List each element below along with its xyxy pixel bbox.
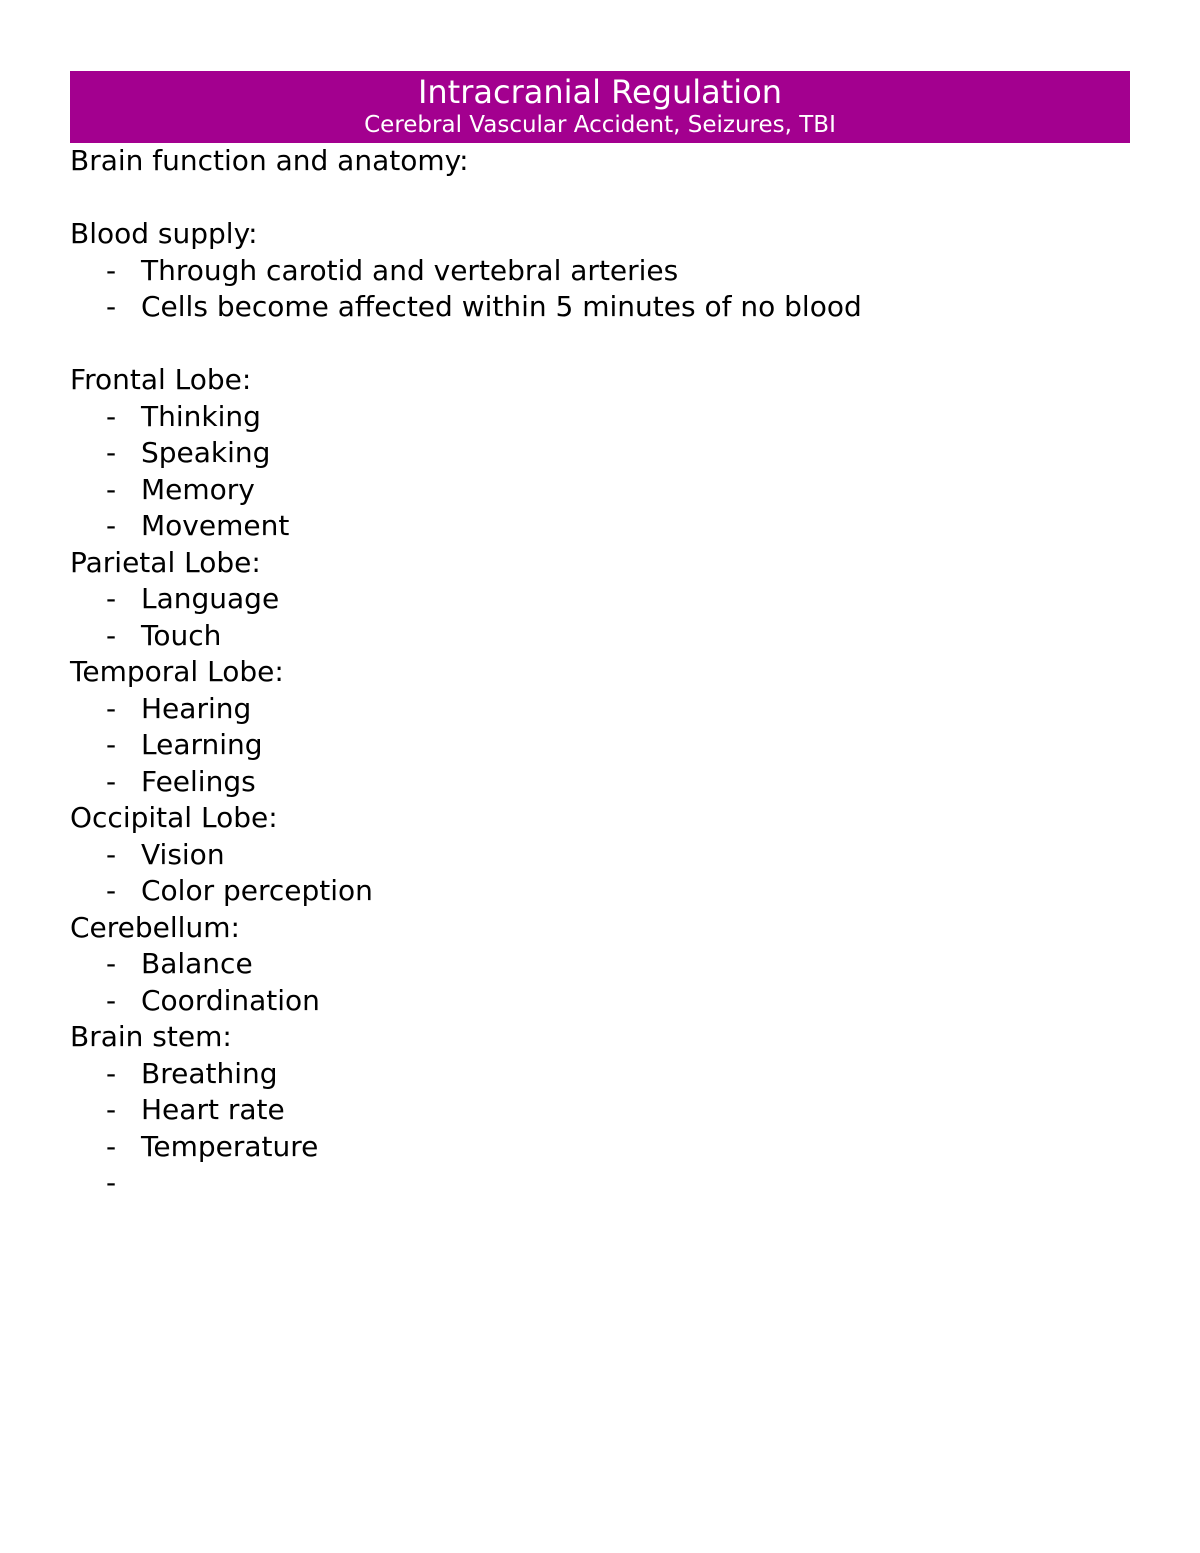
section-heading-occipital-lobe: Occipital Lobe:	[70, 801, 278, 834]
section-heading-brain-stem: Brain stem:	[70, 1020, 232, 1053]
list-item-text: Speaking	[141, 436, 271, 469]
section-heading-frontal-lobe: Frontal Lobe:	[70, 363, 252, 396]
section-heading-temporal-lobe: Temporal Lobe:	[70, 655, 284, 688]
list-item	[70, 1092, 1130, 1129]
list-item-empty	[70, 1165, 1130, 1202]
list-item	[70, 399, 1130, 436]
list-item	[70, 289, 1130, 326]
list-item	[70, 837, 1130, 874]
list-item-text: Learning	[141, 728, 263, 761]
list-item-text: Feelings	[141, 764, 256, 798]
dash-bullet: -	[106, 837, 117, 871]
document-page	[70, 71, 1130, 1202]
list-item	[70, 1129, 1130, 1166]
list-item-text: Coordination	[141, 983, 320, 1017]
list-item	[70, 691, 1130, 728]
list-item	[70, 727, 1130, 764]
list-item	[70, 253, 1130, 290]
list-item-text: Balance	[141, 947, 253, 980]
dash-bullet: -	[106, 472, 117, 506]
document-subtitle: Cerebral Vascular Accident, Seizures, TBI	[364, 112, 836, 138]
list-item-text: Heart rate	[141, 1093, 285, 1126]
blank-line	[70, 180, 1130, 217]
list-item-text: Breathing	[141, 1056, 278, 1090]
list-item	[70, 873, 1130, 910]
dash-bullet: -	[106, 582, 117, 615]
list-item	[70, 983, 1130, 1020]
list-item	[70, 764, 1130, 801]
list-item-text: Vision	[141, 837, 225, 871]
list-item	[70, 1056, 1130, 1093]
dash-bullet: -	[106, 399, 117, 433]
dash-bullet: -	[106, 290, 117, 323]
section-heading-blood-supply: Blood supply:	[70, 217, 258, 250]
list-item-text: Language	[141, 582, 280, 615]
list-item	[70, 581, 1130, 618]
dash-bullet: -	[106, 1056, 117, 1090]
dash-bullet: -	[106, 947, 117, 980]
list-item-text: Movement	[141, 509, 290, 542]
dash-bullet: -	[106, 509, 117, 542]
list-item-text: Temperature	[141, 1129, 319, 1163]
dash-bullet: -	[106, 691, 117, 725]
list-item-text: Memory	[141, 472, 255, 506]
dash-bullet: -	[106, 1166, 117, 1199]
dash-bullet: -	[106, 618, 117, 652]
dash-bullet: -	[106, 1093, 117, 1126]
list-item-text: Color perception	[141, 874, 373, 907]
blank-line	[70, 326, 1130, 363]
list-item-text: Thinking	[141, 399, 261, 433]
dash-bullet: -	[106, 436, 117, 469]
list-item	[70, 508, 1130, 545]
document-title: Intracranial Regulation	[417, 73, 783, 111]
dash-bullet: -	[106, 253, 117, 287]
list-item	[70, 618, 1130, 655]
list-item	[70, 472, 1130, 509]
dash-bullet: -	[106, 728, 117, 761]
list-item-text: Hearing	[141, 691, 252, 725]
dash-bullet: -	[106, 983, 117, 1017]
document-body	[70, 143, 1130, 1202]
list-item-text: Touch	[141, 618, 222, 652]
list-item-text: Through carotid and vertebral arteries	[141, 253, 679, 287]
dash-bullet: -	[106, 764, 117, 798]
dash-bullet: -	[106, 874, 117, 907]
list-item	[70, 435, 1130, 472]
section-heading-cerebellum: Cerebellum:	[70, 910, 240, 944]
dash-bullet: -	[106, 1129, 117, 1163]
intro-heading: Brain function and anatomy:	[70, 144, 469, 177]
title-banner	[70, 71, 1130, 143]
list-item-text: Cells become affected within 5 minutes of no blood	[141, 290, 862, 323]
section-heading-parietal-lobe: Parietal Lobe:	[70, 545, 261, 579]
list-item	[70, 946, 1130, 983]
